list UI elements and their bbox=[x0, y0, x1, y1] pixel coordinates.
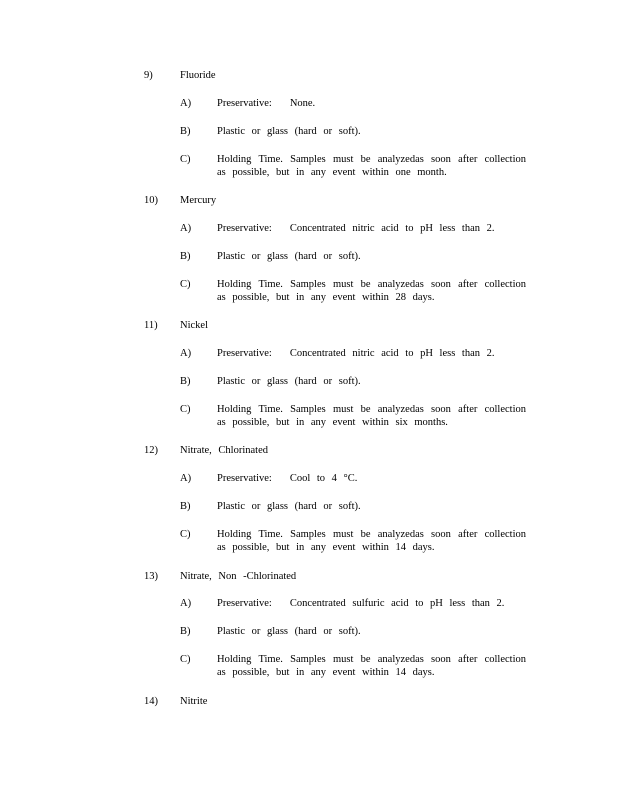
item-letter: C) bbox=[180, 654, 191, 665]
item-text bbox=[217, 97, 526, 110]
preservative-label: Preservative: bbox=[217, 98, 272, 109]
holding-time-line-1: Holding Time. Samples must be analyzedas soon after collection bbox=[217, 279, 526, 290]
item-letter: B) bbox=[180, 376, 191, 387]
item-text bbox=[217, 500, 526, 513]
item-letter: C) bbox=[180, 154, 191, 165]
item-text bbox=[217, 625, 526, 638]
item-text bbox=[217, 472, 526, 485]
holding-time-line-2: as possible, but in any event within six months. bbox=[217, 417, 448, 428]
holding-time-line-1: Holding Time. Samples must be analyzedas soon after collection bbox=[217, 154, 526, 165]
item-text bbox=[217, 125, 526, 138]
holding-time-line-1: Holding Time. Samples must be analyzedas soon after collection bbox=[217, 654, 526, 665]
item-text bbox=[217, 528, 526, 554]
item-letter: B) bbox=[180, 626, 191, 637]
preservative-value: Cool to 4 °C. bbox=[289, 473, 358, 484]
holding-time-line-2: as possible, but in any event within 14 days. bbox=[217, 667, 435, 678]
holding-time-line-1: Holding Time. Samples must be analyzedas soon after collection bbox=[217, 404, 526, 415]
section-number: 14) bbox=[144, 696, 158, 707]
section-number: 13) bbox=[144, 571, 158, 582]
preservative-value: Concentrated sulfuric acid to pH less than 2. bbox=[289, 598, 505, 609]
section-title: Nickel bbox=[180, 320, 208, 331]
section-number: 12) bbox=[144, 445, 158, 456]
preservative-value: None. bbox=[289, 98, 316, 109]
item-text bbox=[217, 403, 526, 429]
item-text bbox=[217, 222, 526, 235]
container-text: Plastic or glass (hard or soft). bbox=[217, 626, 361, 637]
container-text: Plastic or glass (hard or soft). bbox=[217, 501, 361, 512]
preservative-label: Preservative: bbox=[217, 348, 272, 359]
preservative-label: Preservative: bbox=[217, 223, 272, 234]
item-text bbox=[217, 653, 526, 679]
holding-time-line-1: Holding Time. Samples must be analyzedas soon after collection bbox=[217, 529, 526, 540]
item-letter: A) bbox=[180, 223, 192, 234]
section-number: 11) bbox=[144, 320, 158, 331]
container-text: Plastic or glass (hard or soft). bbox=[217, 376, 361, 387]
section-title: Fluoride bbox=[180, 70, 216, 81]
holding-time-line-2: as possible, but in any event within one month. bbox=[217, 167, 447, 178]
item-text bbox=[217, 375, 526, 388]
item-text bbox=[217, 597, 526, 610]
item-letter: B) bbox=[180, 251, 191, 262]
container-text: Plastic or glass (hard or soft). bbox=[217, 251, 361, 262]
item-text bbox=[217, 153, 526, 179]
item-text bbox=[217, 347, 526, 360]
item-letter: A) bbox=[180, 348, 192, 359]
section-number: 9) bbox=[144, 70, 153, 81]
item-letter: C) bbox=[180, 404, 191, 415]
holding-time-line-2: as possible, but in any event within 28 days. bbox=[217, 292, 435, 303]
container-text: Plastic or glass (hard or soft). bbox=[217, 126, 361, 137]
preservative-label: Preservative: bbox=[217, 598, 272, 609]
holding-time-line-2: as possible, but in any event within 14 days. bbox=[217, 542, 435, 553]
item-letter: A) bbox=[180, 598, 192, 609]
preservative-label: Preservative: bbox=[217, 473, 272, 484]
item-letter: A) bbox=[180, 98, 192, 109]
item-text bbox=[217, 278, 526, 304]
item-letter: B) bbox=[180, 501, 191, 512]
section-title: Nitrate, Chlorinated bbox=[180, 445, 268, 456]
section-title: Nitrate, Non -Chlorinated bbox=[180, 571, 297, 582]
preservative-value: Concentrated nitric acid to pH less than 2. bbox=[289, 348, 495, 359]
section-title: Mercury bbox=[180, 195, 217, 206]
preservative-value: Concentrated nitric acid to pH less than 2. bbox=[289, 223, 495, 234]
section-title: Nitrite bbox=[180, 696, 208, 707]
item-text bbox=[217, 250, 526, 263]
item-letter: C) bbox=[180, 529, 191, 540]
section-number: 10) bbox=[144, 195, 158, 206]
item-letter: C) bbox=[180, 279, 191, 290]
item-letter: B) bbox=[180, 126, 191, 137]
item-letter: A) bbox=[180, 473, 192, 484]
